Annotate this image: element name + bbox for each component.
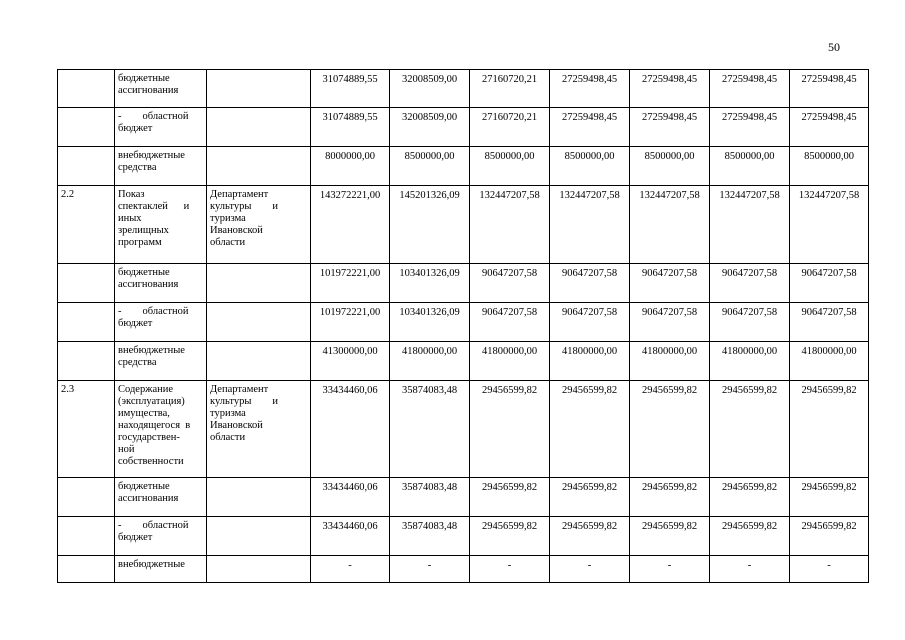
- table-row: [58, 303, 869, 342]
- row-number-cell: [58, 342, 115, 381]
- description-line: - областной: [118, 520, 189, 531]
- value-cell: 41800000,00: [710, 342, 790, 381]
- description-cell: [115, 108, 207, 147]
- value-cell: 35874083,48: [390, 381, 470, 478]
- value-cell: 90647207,58: [550, 264, 630, 303]
- value-cell: 33434460,06: [311, 381, 390, 478]
- description-line: ассигнования: [118, 493, 179, 504]
- organization-cell: [207, 186, 311, 264]
- organization-line: Департамент: [210, 384, 269, 395]
- value-cell: 29456599,82: [630, 517, 710, 556]
- value-cell: 27160720,21: [470, 70, 550, 108]
- description-line: - областной: [118, 306, 189, 317]
- value-cell: 103401326,09: [390, 303, 470, 342]
- table-row: [58, 478, 869, 517]
- row-number-cell: [58, 556, 115, 583]
- description-line: ассигнования: [118, 85, 179, 96]
- value-cell: 27259498,45: [710, 70, 790, 108]
- table-row: [58, 381, 869, 478]
- table-row: [58, 517, 869, 556]
- description-line: средства: [118, 162, 157, 173]
- value-cell: 132447207,58: [790, 186, 869, 264]
- value-cell: -: [710, 556, 790, 583]
- value-cell: 29456599,82: [790, 381, 869, 478]
- description-cell: [115, 186, 207, 264]
- value-cell: 8500000,00: [710, 147, 790, 186]
- value-cell: 90647207,58: [630, 264, 710, 303]
- description-cell: [115, 342, 207, 381]
- value-cell: 29456599,82: [790, 478, 869, 517]
- value-cell: 32008509,00: [390, 108, 470, 147]
- value-cell: 90647207,58: [710, 303, 790, 342]
- value-cell: 41800000,00: [470, 342, 550, 381]
- value-cell: 29456599,82: [710, 381, 790, 478]
- value-cell: 27259498,45: [630, 70, 710, 108]
- description-line: бюджетные: [118, 267, 170, 278]
- description-line: спектаклей и: [118, 201, 190, 212]
- value-cell: 29456599,82: [550, 478, 630, 517]
- row-number-cell: [58, 264, 115, 303]
- description-line: ной: [118, 444, 135, 455]
- value-cell: 90647207,58: [550, 303, 630, 342]
- table-row: [58, 186, 869, 264]
- description-line: бюджет: [118, 532, 153, 543]
- description-line: программ: [118, 237, 162, 248]
- value-cell: 27259498,45: [790, 108, 869, 147]
- value-cell: 41800000,00: [790, 342, 869, 381]
- value-cell: 27259498,45: [710, 108, 790, 147]
- value-cell: 29456599,82: [550, 381, 630, 478]
- value-cell: 29456599,82: [710, 478, 790, 517]
- description-line: бюджетные: [118, 73, 170, 84]
- table-row: [58, 70, 869, 108]
- value-cell: 8000000,00: [311, 147, 390, 186]
- description-line: находящегося в: [118, 420, 191, 431]
- organization-cell: [207, 264, 311, 303]
- value-cell: 41300000,00: [311, 342, 390, 381]
- value-cell: 132447207,58: [550, 186, 630, 264]
- value-cell: 90647207,58: [710, 264, 790, 303]
- description-line: средства: [118, 357, 157, 368]
- organization-line: туризма: [210, 408, 246, 419]
- description-line: зрелищных: [118, 225, 169, 236]
- table-body: [58, 70, 869, 583]
- description-line: внебюджетные: [118, 345, 185, 356]
- value-cell: 132447207,58: [630, 186, 710, 264]
- table-row: [58, 108, 869, 147]
- value-cell: 101972221,00: [311, 264, 390, 303]
- description-line: (эксплуатация): [118, 396, 185, 407]
- organization-cell: [207, 556, 311, 583]
- value-cell: -: [390, 556, 470, 583]
- value-cell: 90647207,58: [470, 303, 550, 342]
- value-cell: 132447207,58: [710, 186, 790, 264]
- value-cell: 31074889,55: [311, 70, 390, 108]
- value-cell: 101972221,00: [311, 303, 390, 342]
- row-number-cell: [58, 303, 115, 342]
- organization-cell: [207, 70, 311, 108]
- value-cell: 103401326,09: [390, 264, 470, 303]
- value-cell: 27259498,45: [550, 108, 630, 147]
- description-line: бюджетные: [118, 481, 170, 492]
- value-cell: 29456599,82: [470, 478, 550, 517]
- page-number: 50: [828, 40, 840, 54]
- value-cell: 29456599,82: [790, 517, 869, 556]
- organization-cell: [207, 108, 311, 147]
- description-cell: [115, 303, 207, 342]
- table-row: [58, 147, 869, 186]
- description-cell: [115, 381, 207, 478]
- organization-line: культуры и: [210, 396, 278, 407]
- organization-cell: [207, 342, 311, 381]
- value-cell: 8500000,00: [470, 147, 550, 186]
- description-line: внебюджетные: [118, 150, 185, 161]
- value-cell: 41800000,00: [630, 342, 710, 381]
- value-cell: 35874083,48: [390, 517, 470, 556]
- description-line: государствен-: [118, 432, 180, 443]
- value-cell: 27259498,45: [550, 70, 630, 108]
- row-number-cell: 2.2: [58, 186, 115, 264]
- description-line: - областной: [118, 111, 189, 122]
- value-cell: 41800000,00: [550, 342, 630, 381]
- description-line: ассигнования: [118, 279, 179, 290]
- value-cell: -: [470, 556, 550, 583]
- value-cell: 8500000,00: [790, 147, 869, 186]
- description-cell: [115, 264, 207, 303]
- row-number-cell: [58, 70, 115, 108]
- row-number-cell: [58, 147, 115, 186]
- description-cell: [115, 517, 207, 556]
- value-cell: 29456599,82: [710, 517, 790, 556]
- row-number-cell: 2.3: [58, 381, 115, 478]
- value-cell: 29456599,82: [550, 517, 630, 556]
- budget-table: [57, 69, 869, 583]
- description-cell: [115, 147, 207, 186]
- description-cell: [115, 70, 207, 108]
- value-cell: 90647207,58: [470, 264, 550, 303]
- value-cell: 27259498,45: [630, 108, 710, 147]
- table-row: [58, 264, 869, 303]
- row-number-cell: [58, 478, 115, 517]
- description-line: имущества,: [118, 408, 170, 419]
- value-cell: 32008509,00: [390, 70, 470, 108]
- value-cell: 41800000,00: [390, 342, 470, 381]
- value-cell: -: [630, 556, 710, 583]
- organization-line: Департамент: [210, 189, 269, 200]
- value-cell: 29456599,82: [470, 381, 550, 478]
- organization-cell: [207, 303, 311, 342]
- value-cell: 29456599,82: [470, 517, 550, 556]
- value-cell: 31074889,55: [311, 108, 390, 147]
- value-cell: 27160720,21: [470, 108, 550, 147]
- value-cell: 8500000,00: [630, 147, 710, 186]
- value-cell: 90647207,58: [630, 303, 710, 342]
- value-cell: -: [550, 556, 630, 583]
- value-cell: 29456599,82: [630, 381, 710, 478]
- organization-line: туризма: [210, 213, 246, 224]
- description-cell: [115, 556, 207, 583]
- value-cell: 27259498,45: [790, 70, 869, 108]
- table-row: [58, 556, 869, 583]
- organization-cell: [207, 381, 311, 478]
- value-cell: -: [790, 556, 869, 583]
- row-number-cell: [58, 108, 115, 147]
- value-cell: -: [311, 556, 390, 583]
- value-cell: 8500000,00: [550, 147, 630, 186]
- organization-line: области: [210, 237, 246, 248]
- description-line: бюджет: [118, 318, 153, 329]
- organization-cell: [207, 147, 311, 186]
- value-cell: 90647207,58: [790, 264, 869, 303]
- organization-line: области: [210, 432, 246, 443]
- description-line: собственности: [118, 456, 184, 467]
- description-line: Содержание: [118, 384, 174, 395]
- description-line: бюджет: [118, 123, 153, 134]
- organization-line: культуры и: [210, 201, 278, 212]
- description-cell: [115, 478, 207, 517]
- value-cell: 143272221,00: [311, 186, 390, 264]
- description-line: иных: [118, 213, 142, 224]
- description-line: Показ: [118, 189, 145, 200]
- organization-cell: [207, 517, 311, 556]
- table-row: [58, 342, 869, 381]
- value-cell: 90647207,58: [790, 303, 869, 342]
- row-number-cell: [58, 517, 115, 556]
- value-cell: 132447207,58: [470, 186, 550, 264]
- organization-cell: [207, 478, 311, 517]
- value-cell: 33434460,06: [311, 478, 390, 517]
- value-cell: 35874083,48: [390, 478, 470, 517]
- description-line: внебюджетные: [118, 559, 185, 570]
- organization-line: Ивановской: [210, 225, 263, 236]
- organization-line: Ивановской: [210, 420, 263, 431]
- value-cell: 8500000,00: [390, 147, 470, 186]
- value-cell: 29456599,82: [630, 478, 710, 517]
- value-cell: 33434460,06: [311, 517, 390, 556]
- value-cell: 145201326,09: [390, 186, 470, 264]
